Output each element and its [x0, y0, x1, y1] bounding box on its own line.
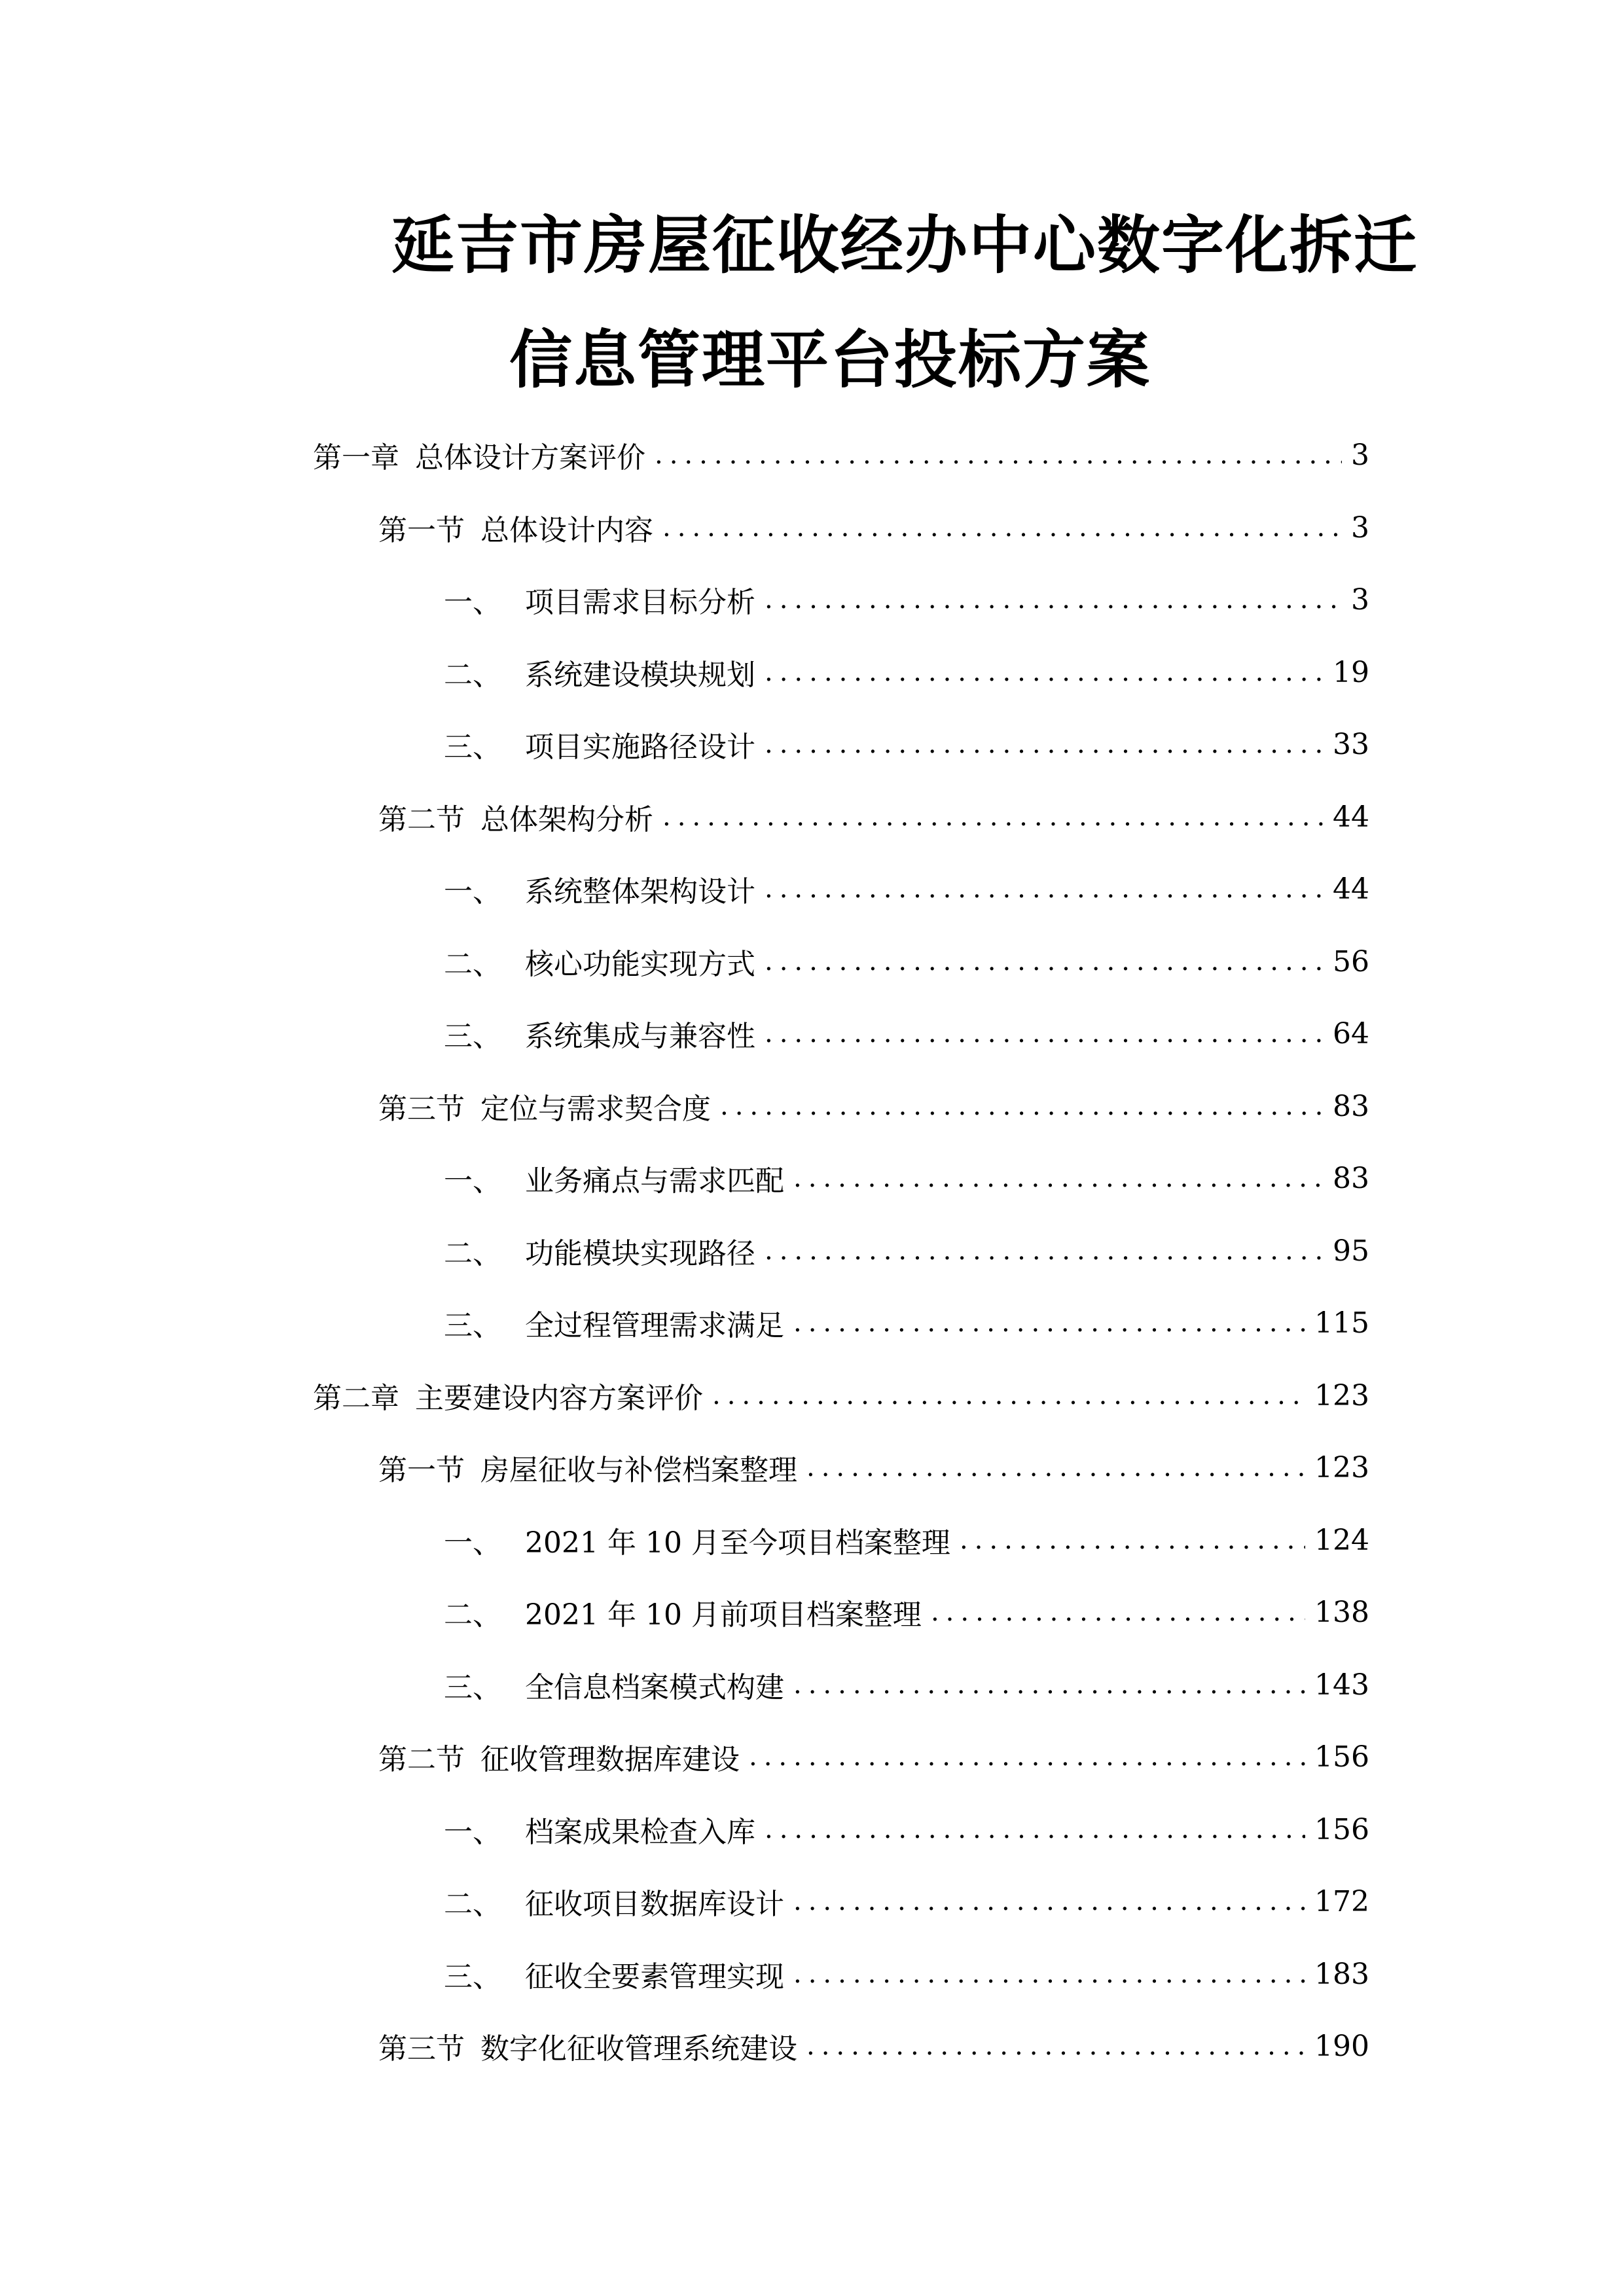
toc-entry-label: 系统建设模块规划 [525, 658, 755, 692]
toc-entry-page-number: 64 [1333, 1016, 1369, 1050]
toc-entry-label: 全过程管理需求满足 [525, 1309, 784, 1342]
toc-entry-page-number: 183 [1314, 1957, 1369, 1991]
toc-entry-number: 第三节 [378, 1092, 465, 1126]
toc-entry-label: 系统集成与兼容性 [525, 1020, 755, 1053]
toc-entry-page-number: 123 [1314, 1450, 1369, 1484]
toc-dot-leader [765, 1803, 1305, 1856]
toc-entry-label: 总体设计内容 [480, 514, 653, 547]
toc-entry-label: 总体架构分析 [480, 803, 653, 836]
toc-entry-page-number: 44 [1333, 872, 1369, 906]
toc-entry-number: 三、 [444, 1309, 501, 1342]
toc-entry[interactable] [378, 2020, 1369, 2072]
toc-entry-number: 二、 [444, 1237, 501, 1270]
toc-entry-label: 项目实施路径设计 [525, 730, 755, 764]
toc-entry-page-number: 83 [1333, 1089, 1369, 1123]
toc-entry-label: 2021 年 10 月前项目档案整理 [525, 1598, 922, 1632]
toc-entry[interactable] [444, 573, 1369, 626]
toc-entry-page-number: 190 [1314, 2029, 1369, 2063]
toc-entry-number: 二、 [444, 1888, 501, 1921]
toc-entry-page-number: 3 [1351, 438, 1369, 472]
toc-entry-number: 一、 [444, 1526, 501, 1560]
toc-entry[interactable] [313, 429, 1369, 481]
toc-entry[interactable] [444, 1875, 1369, 1928]
toc-dot-leader [662, 501, 1342, 554]
toc-entry[interactable] [444, 646, 1369, 698]
toc-entry-number: 第一节 [378, 1454, 465, 1487]
toc-entry-number: 三、 [444, 1671, 501, 1704]
toc-entry-page-number: 19 [1333, 655, 1369, 689]
toc-entry-label: 数字化征收管理系统建设 [480, 2032, 797, 2066]
toc-dot-leader [793, 1152, 1324, 1204]
toc-dot-leader [655, 429, 1342, 481]
toc-dot-leader [765, 573, 1342, 626]
toc-dot-leader [720, 1080, 1324, 1132]
toc-entry-number: 一、 [444, 875, 501, 908]
toc-entry-page-number: 95 [1333, 1234, 1369, 1268]
toc-dot-leader [931, 1586, 1305, 1638]
toc-entry[interactable] [378, 1731, 1369, 1783]
document-title-line-1: 延吉市房屋征收经办中心数字化拆迁 [391, 209, 1418, 282]
toc-dot-leader [806, 1441, 1305, 1494]
toc-entry[interactable] [378, 501, 1369, 554]
toc-entry[interactable] [444, 1152, 1369, 1204]
toc-entry-number: 一、 [444, 586, 501, 619]
toc-dot-leader [765, 863, 1324, 915]
toc-dot-leader [765, 1225, 1324, 1277]
toc-entry-page-number: 3 [1351, 583, 1369, 617]
toc-entry[interactable] [378, 1080, 1369, 1132]
toc-entry[interactable] [378, 791, 1369, 843]
toc-entry-page-number: 124 [1314, 1523, 1369, 1557]
toc-dot-leader [765, 935, 1324, 988]
toc-entry-page-number: 3 [1351, 511, 1369, 545]
toc-entry-page-number: 138 [1314, 1595, 1369, 1629]
toc-entry-page-number: 156 [1314, 1812, 1369, 1846]
toc-entry-number: 二、 [444, 1598, 501, 1632]
toc-entry-page-number: 115 [1314, 1306, 1369, 1340]
toc-entry-page-number: 33 [1333, 727, 1369, 761]
toc-dot-leader [793, 1659, 1305, 1711]
toc-dot-leader [765, 718, 1324, 770]
toc-entry-label: 功能模块实现路径 [525, 1237, 755, 1270]
toc-entry[interactable] [444, 1514, 1369, 1566]
toc-entry-number: 一、 [444, 1816, 501, 1849]
toc-entry-label: 业务痛点与需求匹配 [525, 1164, 784, 1198]
toc-entry-label: 主要建设内容方案评价 [415, 1382, 703, 1415]
toc-dot-leader [765, 1007, 1324, 1060]
toc-entry[interactable] [444, 718, 1369, 770]
toc-entry[interactable] [444, 1659, 1369, 1711]
toc-entry-number: 三、 [444, 730, 501, 764]
toc-dot-leader [712, 1369, 1305, 1422]
toc-entry[interactable] [444, 863, 1369, 915]
toc-entry-label: 系统整体架构设计 [525, 875, 755, 908]
toc-entry-page-number: 172 [1314, 1884, 1369, 1918]
toc-entry[interactable] [444, 1948, 1369, 2000]
document-title-line-2: 信息管理平台投标方案 [509, 323, 1151, 397]
toc-dot-leader [960, 1514, 1305, 1566]
toc-entry-number: 二、 [444, 948, 501, 981]
toc-entry-label: 房屋征收与补偿档案整理 [480, 1454, 797, 1487]
toc-entry[interactable] [444, 1586, 1369, 1638]
toc-dot-leader [749, 1731, 1305, 1783]
toc-entry[interactable] [444, 1007, 1369, 1060]
toc-entry-page-number: 83 [1333, 1161, 1369, 1195]
toc-entry-number: 第一章 [313, 441, 399, 475]
toc-entry-label: 征收项目数据库设计 [525, 1888, 784, 1921]
toc-dot-leader [765, 646, 1324, 698]
toc-entry-label: 核心功能实现方式 [525, 948, 755, 981]
toc-entry[interactable] [313, 1369, 1369, 1422]
toc-entry-label: 征收全要素管理实现 [525, 1960, 784, 1994]
toc-entry[interactable] [444, 1803, 1369, 1856]
toc-entry-number: 三、 [444, 1960, 501, 1994]
toc-entry-label: 定位与需求契合度 [480, 1092, 711, 1126]
toc-dot-leader [793, 1297, 1305, 1349]
toc-entry-number: 第二节 [378, 1743, 465, 1776]
toc-dot-leader [793, 1875, 1305, 1928]
toc-entry-number: 第二章 [313, 1382, 399, 1415]
toc-entry[interactable] [444, 1297, 1369, 1349]
toc-entry-number: 三、 [444, 1020, 501, 1053]
toc-entry-label: 全信息档案模式构建 [525, 1671, 784, 1704]
toc-entry[interactable] [444, 935, 1369, 988]
toc-entry-page-number: 56 [1333, 944, 1369, 978]
toc-entry-label: 档案成果检查入库 [525, 1816, 755, 1849]
toc-entry-label: 总体设计方案评价 [415, 441, 645, 475]
toc-entry-number: 二、 [444, 658, 501, 692]
toc-entry-label: 征收管理数据库建设 [480, 1743, 740, 1776]
toc-entry-page-number: 44 [1333, 800, 1369, 834]
toc-dot-leader [662, 791, 1324, 843]
toc-entry-page-number: 156 [1314, 1740, 1369, 1774]
toc-entry-number: 一、 [444, 1164, 501, 1198]
toc-entry-page-number: 123 [1314, 1378, 1369, 1412]
toc-entry-label: 2021 年 10 月至今项目档案整理 [525, 1526, 950, 1560]
toc-entry-number: 第一节 [378, 514, 465, 547]
toc-entry-page-number: 143 [1314, 1668, 1369, 1702]
toc-entry-label: 项目需求目标分析 [525, 586, 755, 619]
toc-dot-leader [793, 1948, 1305, 2000]
toc-entry[interactable] [444, 1225, 1369, 1277]
toc-entry-number: 第三节 [378, 2032, 465, 2066]
toc-entry-number: 第二节 [378, 803, 465, 836]
toc-entry[interactable] [378, 1441, 1369, 1494]
toc-dot-leader [806, 2020, 1305, 2072]
